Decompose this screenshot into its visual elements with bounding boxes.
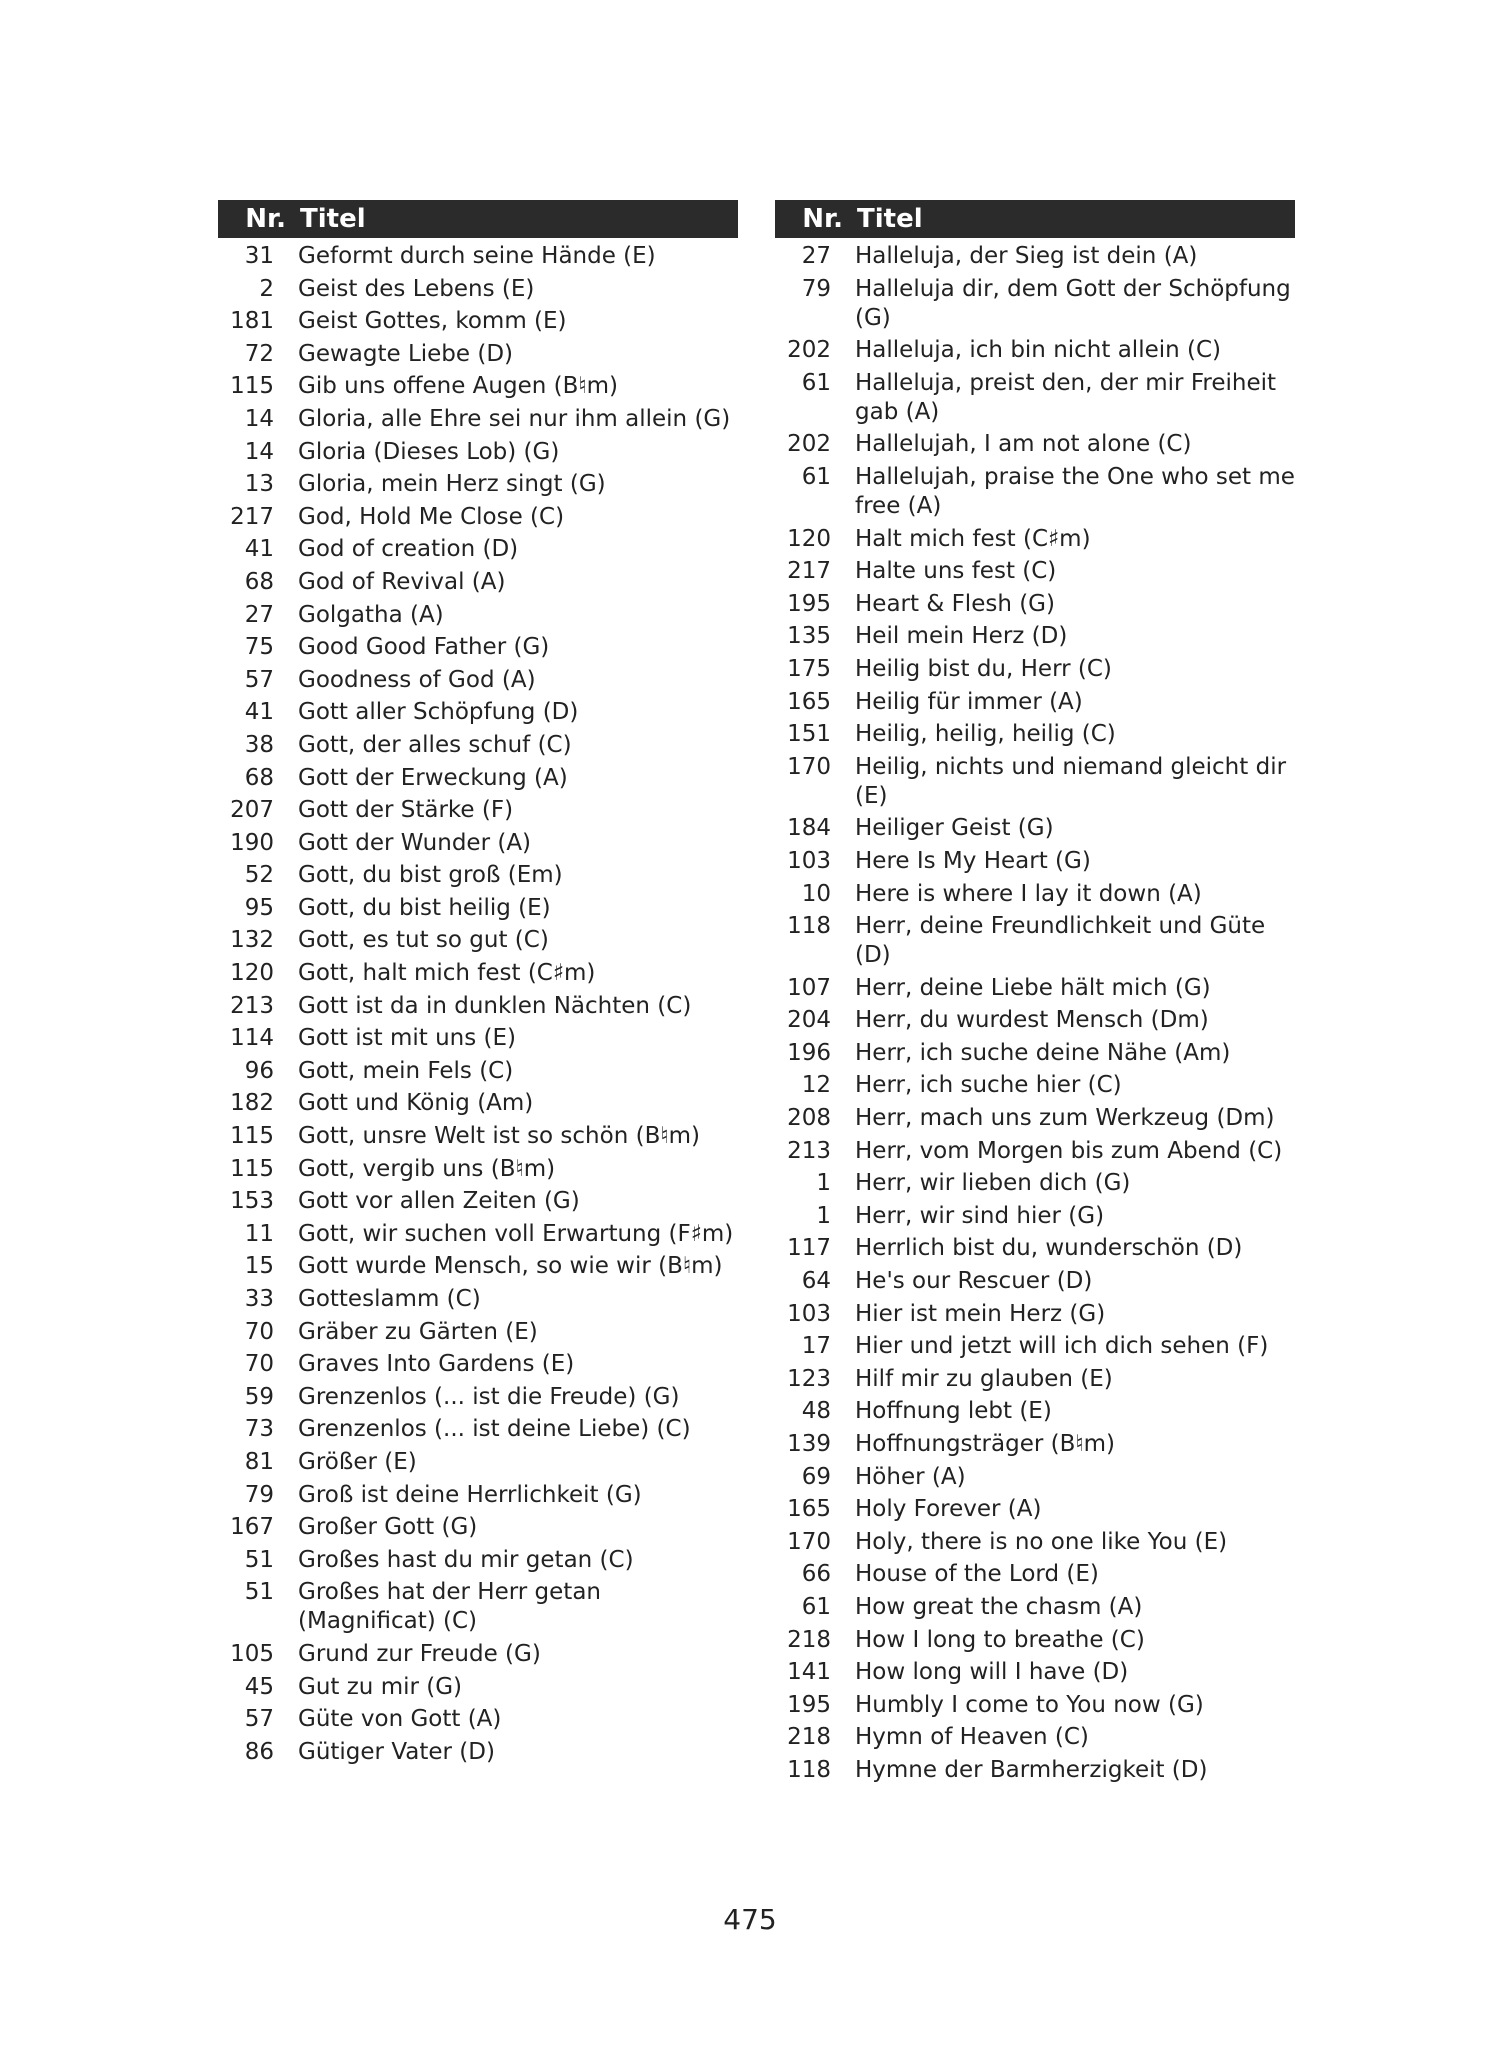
list-item — [775, 1430, 1295, 1463]
song-number: 208 — [787, 1105, 831, 1132]
song-number: 118 — [787, 913, 831, 940]
song-title: God of Revival (A) — [298, 568, 506, 595]
song-number: 196 — [787, 1039, 831, 1066]
song-title: Grenzenlos (... ist deine Liebe) (C) — [298, 1416, 691, 1443]
list-item — [775, 1528, 1295, 1561]
song-title: Gütiger Vater (D) — [298, 1738, 495, 1765]
song-number: 115 — [230, 373, 274, 400]
song-title: Halleluja dir, dem Gott der Schöpfung (G) — [855, 275, 1291, 331]
list-item — [775, 1626, 1295, 1659]
list-item — [218, 503, 738, 536]
list-item — [775, 1267, 1295, 1300]
song-number: 27 — [244, 601, 274, 628]
song-title: Grund zur Freude (G) — [298, 1640, 541, 1667]
song-number: 57 — [244, 1706, 274, 1733]
song-number: 59 — [244, 1383, 274, 1410]
header-title: Titel — [857, 204, 923, 234]
song-number: 48 — [801, 1398, 831, 1425]
song-number: 217 — [230, 503, 274, 530]
song-number: 202 — [787, 337, 831, 364]
song-title: Groß ist deine Herrlichkeit (G) — [298, 1481, 642, 1508]
song-title: Gott, wir suchen voll Erwartung (F♯m) — [298, 1220, 734, 1247]
list-item — [218, 698, 738, 731]
song-title: Heilig bist du, Herr (C) — [855, 655, 1112, 682]
list-item — [218, 1220, 738, 1253]
song-number: 61 — [801, 1593, 831, 1620]
song-title: Heilig, heilig, heilig (C) — [855, 721, 1116, 748]
song-number: 79 — [244, 1481, 274, 1508]
list-item — [775, 1104, 1295, 1137]
list-item — [775, 720, 1295, 753]
list-item — [775, 1560, 1295, 1593]
song-number: 15 — [244, 1253, 274, 1280]
list-item — [218, 926, 738, 959]
song-title: Halleluja, ich bin nicht allein (C) — [855, 337, 1222, 364]
page-number: 475 — [723, 1903, 777, 1936]
song-title: Gloria, mein Herz singt (G) — [298, 471, 606, 498]
song-number: 11 — [244, 1220, 274, 1247]
song-number: 123 — [787, 1365, 831, 1392]
song-title: Gott der Wunder (A) — [298, 829, 532, 856]
song-title: Gott ist mit uns (E) — [298, 1025, 516, 1052]
song-number: 41 — [244, 699, 274, 726]
song-number: 117 — [787, 1235, 831, 1262]
song-title: Gott, vergib uns (B♮m) — [298, 1155, 556, 1182]
song-title: Holy Forever (A) — [855, 1496, 1042, 1523]
song-title: Gotteslamm (C) — [298, 1286, 481, 1312]
song-number: 66 — [801, 1561, 831, 1588]
song-number: 204 — [787, 1007, 831, 1034]
list-item — [218, 1513, 738, 1546]
song-number: 45 — [244, 1673, 274, 1700]
song-title: Halt mich fest (C♯m) — [855, 525, 1091, 552]
song-number: 218 — [787, 1724, 831, 1751]
list-item — [218, 1383, 738, 1416]
list-item — [218, 764, 738, 797]
song-number: 105 — [230, 1640, 274, 1667]
song-number: 175 — [787, 655, 831, 682]
song-number: 1 — [816, 1202, 831, 1229]
list-item — [218, 633, 738, 666]
list-item — [218, 992, 738, 1025]
table-header — [218, 200, 738, 238]
list-item — [775, 1006, 1295, 1039]
song-number: 31 — [244, 243, 274, 269]
list-item — [218, 275, 738, 308]
song-title: Größer (E) — [298, 1448, 417, 1475]
song-title: Gewagte Liebe (D) — [298, 340, 514, 367]
song-number: 103 — [787, 1300, 831, 1327]
song-number: 115 — [230, 1155, 274, 1182]
song-title: Halleluja, der Sieg ist dein (A) — [855, 243, 1198, 269]
list-item — [775, 1691, 1295, 1724]
list-item — [218, 470, 738, 503]
song-number: 70 — [244, 1318, 274, 1345]
list-item — [775, 1658, 1295, 1691]
song-title: Gott der Stärke (F) — [298, 797, 514, 824]
song-title: He's our Rescuer (D) — [855, 1268, 1093, 1295]
list-item — [218, 340, 738, 373]
entry-list — [218, 242, 738, 1770]
song-number: 153 — [230, 1188, 274, 1215]
list-item — [218, 1122, 738, 1155]
song-title: Hallelujah, I am not alone (C) — [855, 431, 1192, 458]
index-column-left — [218, 200, 738, 1770]
song-title: Gott, halt mich fest (C♯m) — [298, 960, 596, 987]
song-title: Hoffnung lebt (E) — [855, 1398, 1052, 1425]
song-title: Herr, du wurdest Mensch (Dm) — [855, 1007, 1209, 1034]
song-number: 12 — [801, 1072, 831, 1099]
list-item — [775, 463, 1295, 525]
list-item — [775, 974, 1295, 1007]
list-item — [218, 1705, 738, 1738]
song-title: Heart & Flesh (G) — [855, 590, 1055, 617]
song-title: Gib uns offene Augen (B♮m) — [298, 373, 618, 400]
song-number: 79 — [801, 275, 831, 302]
song-title: Herr, deine Freundlichkeit und Güte (D) — [855, 913, 1266, 969]
song-number: 167 — [230, 1514, 274, 1541]
list-item — [775, 1332, 1295, 1365]
list-item — [775, 1300, 1295, 1333]
song-number: 75 — [244, 634, 274, 661]
song-number: 184 — [787, 815, 831, 842]
song-title: Großer Gott (G) — [298, 1514, 478, 1541]
list-item — [775, 912, 1295, 974]
list-item — [218, 242, 738, 275]
list-item — [775, 753, 1295, 815]
index-column-right — [775, 200, 1295, 1789]
song-number: 139 — [787, 1431, 831, 1457]
list-item — [218, 829, 738, 862]
list-item — [775, 1039, 1295, 1072]
list-item — [218, 1481, 738, 1514]
song-title: Goodness of God (A) — [298, 666, 536, 693]
song-title: Güte von Gott (A) — [298, 1706, 502, 1733]
song-title: Gott ist da in dunklen Nächten (C) — [298, 992, 692, 1019]
list-item — [775, 847, 1295, 880]
list-item — [775, 880, 1295, 913]
song-number: 61 — [801, 369, 831, 396]
entry-list — [775, 242, 1295, 1789]
song-number: 69 — [801, 1463, 831, 1490]
list-item — [218, 568, 738, 601]
list-item — [218, 438, 738, 471]
list-item — [218, 1546, 738, 1579]
song-number: 86 — [244, 1738, 274, 1765]
song-number: 1 — [816, 1170, 831, 1197]
song-number: 218 — [787, 1626, 831, 1653]
list-item — [218, 1089, 738, 1122]
song-title: Gott der Erweckung (A) — [298, 764, 568, 791]
list-item — [218, 601, 738, 634]
header-nr: Nr. — [802, 204, 843, 234]
list-item — [218, 1738, 738, 1771]
song-number: 202 — [787, 431, 831, 458]
song-title: Gott aller Schöpfung (D) — [298, 699, 579, 726]
song-title: Hier und jetzt will ich dich sehen (F) — [855, 1333, 1269, 1360]
song-title: Herr, mach uns zum Werkzeug (Dm) — [855, 1105, 1275, 1132]
song-number: 96 — [244, 1057, 274, 1084]
list-item — [218, 959, 738, 992]
song-number: 120 — [230, 960, 274, 987]
list-item — [218, 1578, 738, 1640]
song-title: Gott und König (Am) — [298, 1090, 534, 1117]
song-number: 132 — [230, 927, 274, 954]
song-title: Gloria, alle Ehre sei nur ihm allein (G) — [298, 405, 731, 432]
list-item — [218, 1252, 738, 1285]
list-item — [218, 1415, 738, 1448]
list-item — [775, 336, 1295, 369]
song-number: 213 — [787, 1137, 831, 1164]
song-title: Hymne der Barmherzigkeit (D) — [855, 1756, 1208, 1783]
header-nr: Nr. — [245, 204, 286, 234]
song-number: 70 — [244, 1351, 274, 1378]
song-title: Halleluja, preist den, der mir Freiheit gab (A) — [855, 369, 1277, 425]
list-item — [775, 1071, 1295, 1104]
list-item — [775, 525, 1295, 558]
song-title: Geist des Lebens (E) — [298, 275, 535, 302]
song-title: God of creation (D) — [298, 536, 519, 563]
song-title: Großes hat der Herr getan (Magnificat) (C) — [298, 1579, 601, 1635]
list-item — [775, 1495, 1295, 1528]
list-item — [775, 1463, 1295, 1496]
list-item — [218, 1318, 738, 1351]
song-title: Herr, wir lieben dich (G) — [855, 1170, 1131, 1197]
song-number: 195 — [787, 1691, 831, 1718]
list-item — [218, 1448, 738, 1481]
song-title: Geformt durch seine Hände (E) — [298, 243, 656, 269]
song-number: 17 — [801, 1333, 831, 1360]
list-item — [775, 1202, 1295, 1235]
song-number: 217 — [787, 558, 831, 585]
list-item — [218, 372, 738, 405]
song-title: Gott, mein Fels (C) — [298, 1057, 514, 1084]
song-title: Halte uns fest (C) — [855, 558, 1057, 585]
song-number: 170 — [787, 753, 831, 780]
list-item — [775, 1234, 1295, 1267]
list-item — [775, 688, 1295, 721]
song-title: Humbly I come to You now (G) — [855, 1691, 1204, 1718]
list-item — [218, 1285, 738, 1318]
song-number: 73 — [244, 1416, 274, 1443]
song-number: 27 — [801, 243, 831, 269]
song-title: Heilig für immer (A) — [855, 688, 1083, 715]
song-number: 68 — [244, 568, 274, 595]
song-number: 57 — [244, 666, 274, 693]
song-title: Heilig, nichts und niemand gleicht dir (E) — [855, 753, 1287, 809]
list-item — [218, 666, 738, 699]
song-number: 114 — [230, 1025, 274, 1052]
song-title: Hallelujah, praise the One who set me free (A) — [855, 463, 1295, 519]
song-title: Gloria (Dieses Lob) (G) — [298, 438, 560, 465]
song-number: 195 — [787, 590, 831, 617]
song-number: 135 — [787, 623, 831, 650]
song-number: 115 — [230, 1123, 274, 1150]
song-number: 170 — [787, 1528, 831, 1555]
song-number: 38 — [244, 731, 274, 758]
song-title: Herr, deine Liebe hält mich (G) — [855, 974, 1211, 1001]
song-number: 181 — [230, 308, 274, 335]
song-title: Graves Into Gardens (E) — [298, 1351, 575, 1378]
song-number: 14 — [244, 438, 274, 465]
list-item — [775, 814, 1295, 847]
list-item — [775, 655, 1295, 688]
song-title: Hoffnungsträger (B♮m) — [855, 1431, 1115, 1457]
list-item — [775, 622, 1295, 655]
song-title: God, Hold Me Close (C) — [298, 503, 565, 530]
list-item — [218, 861, 738, 894]
list-item — [775, 1723, 1295, 1756]
song-title: Golgatha (A) — [298, 601, 444, 628]
song-title: Heil mein Herz (D) — [855, 623, 1068, 650]
song-number: 107 — [787, 974, 831, 1001]
song-number: 81 — [244, 1448, 274, 1475]
song-title: Geist Gottes, komm (E) — [298, 308, 567, 335]
song-title: Gott, es tut so gut (C) — [298, 927, 549, 954]
song-number: 68 — [244, 764, 274, 791]
song-number: 14 — [244, 405, 274, 432]
song-title: Gott, der alles schuf (C) — [298, 731, 572, 758]
list-item — [775, 1593, 1295, 1626]
song-number: 213 — [230, 992, 274, 1019]
header-title: Titel — [300, 204, 366, 234]
song-title: Gräber zu Gärten (E) — [298, 1318, 538, 1345]
song-number: 51 — [244, 1579, 274, 1606]
list-item — [775, 1365, 1295, 1398]
song-number: 41 — [244, 536, 274, 563]
song-title: Gott wurde Mensch, so wie wir (B♮m) — [298, 1253, 723, 1280]
song-number: 165 — [787, 688, 831, 715]
list-item — [218, 796, 738, 829]
list-item — [218, 1673, 738, 1706]
list-item — [218, 1187, 738, 1220]
song-number: 51 — [244, 1546, 274, 1573]
song-title: Good Good Father (G) — [298, 634, 550, 661]
list-item — [218, 894, 738, 927]
song-number: 64 — [801, 1268, 831, 1295]
song-number: 13 — [244, 471, 274, 498]
list-item — [218, 1350, 738, 1383]
song-number: 10 — [801, 880, 831, 907]
song-title: How long will I have (D) — [855, 1659, 1129, 1686]
song-title: Holy, there is no one like You (E) — [855, 1528, 1228, 1555]
song-title: Here is where I lay it down (A) — [855, 880, 1202, 907]
list-item — [775, 275, 1295, 337]
song-number: 207 — [230, 797, 274, 824]
song-title: Gott, unsre Welt ist so schön (B♮m) — [298, 1123, 700, 1150]
song-title: Gut zu mir (G) — [298, 1673, 463, 1700]
list-item — [218, 405, 738, 438]
table-header — [775, 200, 1295, 238]
list-item — [775, 1169, 1295, 1202]
song-title: Höher (A) — [855, 1463, 966, 1490]
list-item — [775, 557, 1295, 590]
song-title: Herr, wir sind hier (G) — [855, 1202, 1105, 1229]
list-item — [775, 430, 1295, 463]
list-item — [775, 1397, 1295, 1430]
list-item — [218, 1640, 738, 1673]
list-item — [218, 1057, 738, 1090]
list-item — [218, 731, 738, 764]
song-title: Grenzenlos (... ist die Freude) (G) — [298, 1383, 680, 1410]
song-number: 151 — [787, 721, 831, 748]
song-title: Gott, du bist heilig (E) — [298, 894, 551, 921]
song-number: 2 — [259, 275, 274, 302]
song-title: Hymn of Heaven (C) — [855, 1724, 1089, 1751]
list-item — [775, 590, 1295, 623]
song-number: 72 — [244, 340, 274, 367]
song-number: 120 — [787, 525, 831, 552]
song-title: Herr, ich suche deine Nähe (Am) — [855, 1039, 1231, 1066]
song-number: 165 — [787, 1496, 831, 1523]
list-item — [218, 1155, 738, 1188]
list-item — [775, 242, 1295, 275]
song-title: Gott vor allen Zeiten (G) — [298, 1188, 580, 1215]
song-number: 182 — [230, 1090, 274, 1117]
song-number: 33 — [244, 1286, 274, 1312]
song-number: 141 — [787, 1659, 831, 1686]
song-number: 95 — [244, 894, 274, 921]
song-title: Herr, vom Morgen bis zum Abend (C) — [855, 1137, 1283, 1164]
list-item — [218, 307, 738, 340]
song-title: Herr, ich suche hier (C) — [855, 1072, 1122, 1099]
list-item — [775, 1756, 1295, 1789]
song-title: Heiliger Geist (G) — [855, 815, 1054, 842]
song-title: Hilf mir zu glauben (E) — [855, 1365, 1113, 1392]
song-title: Hier ist mein Herz (G) — [855, 1300, 1106, 1327]
song-title: House of the Lord (E) — [855, 1561, 1099, 1588]
song-number: 103 — [787, 847, 831, 874]
song-title: Herrlich bist du, wunderschön (D) — [855, 1235, 1243, 1262]
list-item — [218, 1024, 738, 1057]
song-title: Here Is My Heart (G) — [855, 847, 1091, 874]
song-title: Großes hast du mir getan (C) — [298, 1546, 634, 1573]
list-item — [775, 369, 1295, 431]
song-number: 52 — [244, 862, 274, 889]
list-item — [775, 1137, 1295, 1170]
list-item — [218, 535, 738, 568]
song-title: Gott, du bist groß (Em) — [298, 862, 563, 889]
song-number: 61 — [801, 463, 831, 490]
song-title: How great the chasm (A) — [855, 1593, 1143, 1620]
song-title: How I long to breathe (C) — [855, 1626, 1145, 1653]
song-number: 190 — [230, 829, 274, 856]
song-number: 118 — [787, 1756, 831, 1783]
